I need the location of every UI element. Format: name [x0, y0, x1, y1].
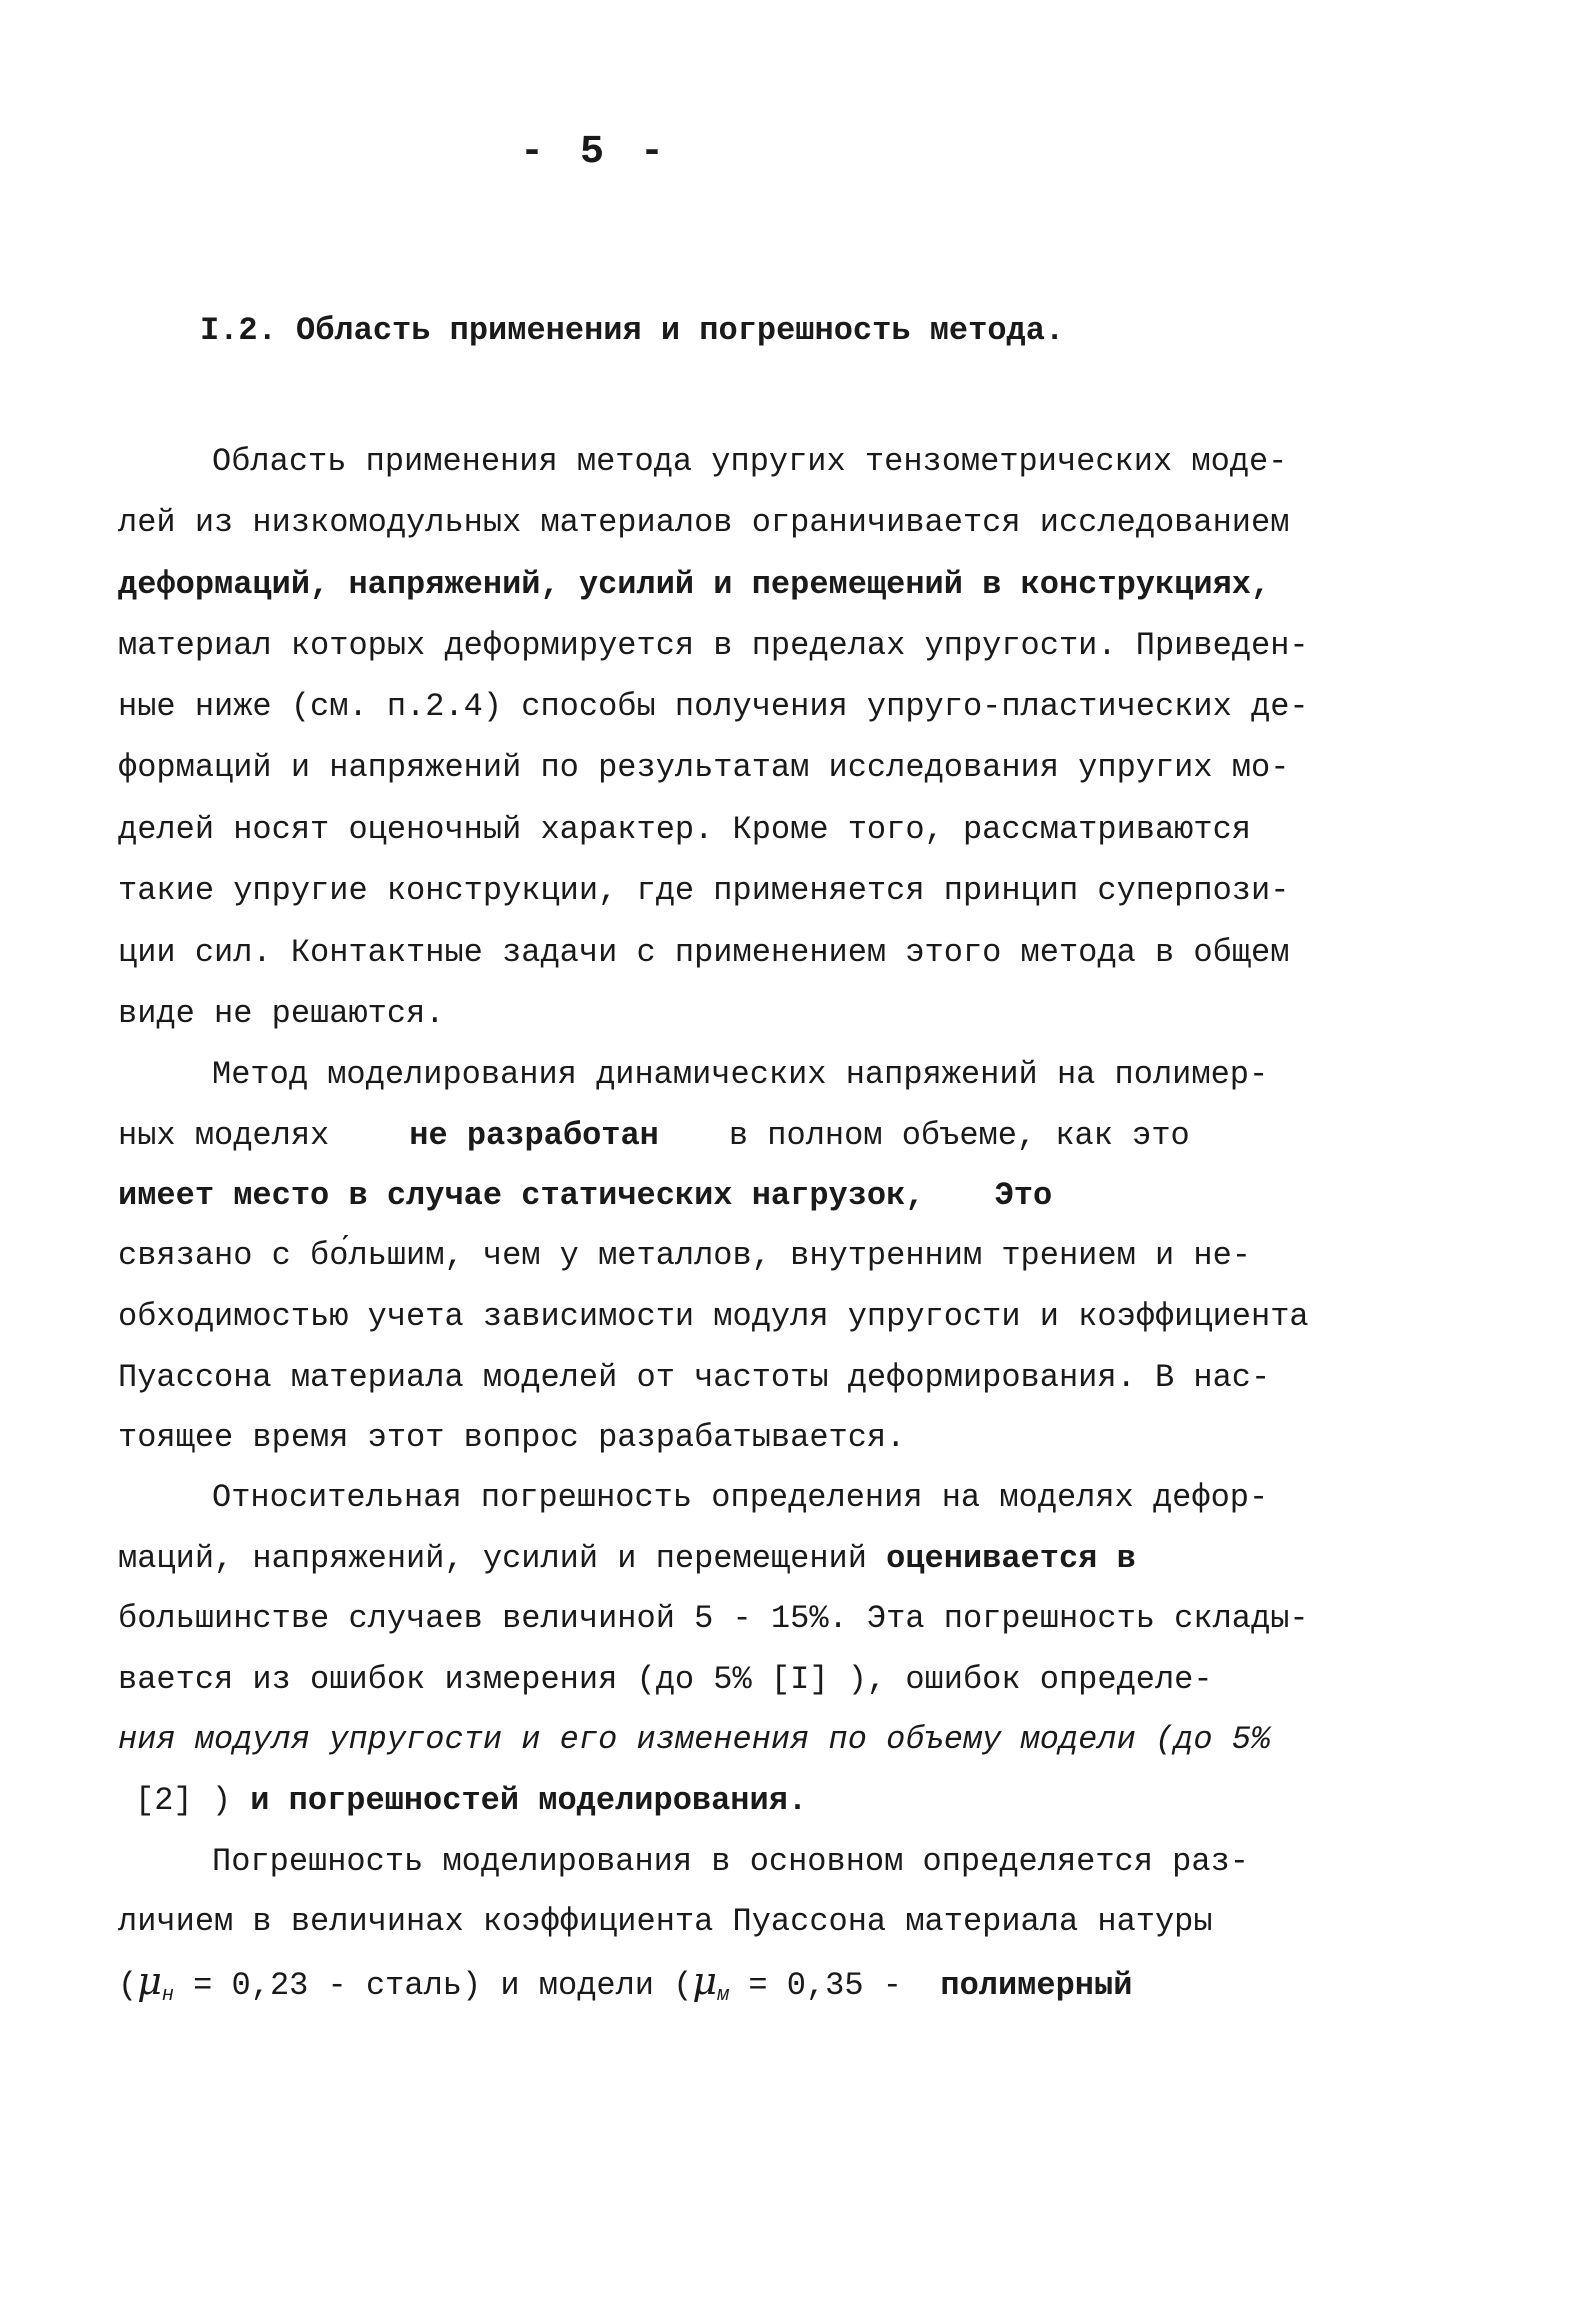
text-line: ные ниже (см. п.2.4) способы получения упруго-пластических де-	[118, 688, 1309, 725]
text-line: обходимостью учета зависимости модуля упругости и коэффициента	[118, 1298, 1309, 1335]
text-line	[135, 1782, 808, 1819]
text-line: ции сил. Контактные задачи с применением этого метода в общем	[118, 934, 1290, 971]
text-line: Метод моделирования динамических напряжений на полимер-	[212, 1056, 1269, 1093]
text-fragment: в полном объеме, как это	[728, 1117, 1190, 1154]
section-heading: I.2. Область применения и погрешность метода.	[200, 312, 1065, 349]
text-line: материал которых деформируется в пределах упругости. Приведен-	[118, 627, 1309, 664]
text-line: тоящее время этот вопрос разрабатывается.	[118, 1419, 906, 1456]
text-line: Погрешность моделирования в основном определяется раз-	[212, 1843, 1249, 1880]
text-line	[118, 1117, 1190, 1154]
text-fragment: = 0,23 - сталь) и модели (	[193, 1967, 693, 2004]
text-line: лей из низкомодульных материалов ограничивается исследованием	[118, 504, 1290, 541]
mu-symbol: μ	[137, 1959, 162, 2003]
text-line: большинстве случаев величиной 5 - 15%. Эта погрешность склады-	[118, 1600, 1309, 1637]
text-line: Относительная погрешность определения на моделях дефор-	[212, 1479, 1269, 1516]
text-line: делей носят оценочный характер. Кроме того, рассматриваются	[118, 811, 1251, 848]
text-fragment-bold: оценивается в	[886, 1540, 1136, 1577]
mu-symbol: μ	[692, 1959, 718, 2003]
text-fragment: Это	[994, 1177, 1053, 1214]
text-line: деформаций, напряжений, усилий и перемещений в конструкциях,	[118, 566, 1271, 603]
text-fragment-bold: полимерный	[940, 1967, 1133, 2004]
text-fragment: = 0,35 -	[748, 1967, 902, 2004]
text-fragment: маций, напряжений, усилий и перемещений	[118, 1540, 867, 1577]
subscript-n: н	[161, 1984, 174, 2007]
subscript-m: м	[717, 1984, 730, 2007]
reference-citation: [2] )	[135, 1782, 232, 1819]
text-line: формаций и напряжений по результатам исследования упругих мо-	[118, 749, 1290, 786]
text-line: личием в величинах коэффициента Пуассона материала натуры	[118, 1903, 1213, 1940]
page-number: - 5 -	[520, 130, 671, 175]
text-fragment: ных моделях	[118, 1117, 330, 1154]
text-line: вается из ошибок измерения (до 5% [I] ), ошибок определе-	[118, 1661, 1213, 1698]
formula-line	[118, 1959, 1133, 2007]
text-line: Пуассона материала моделей от частоты деформирования. В нас-	[118, 1359, 1271, 1396]
text-line: ния модуля упругости и его изменения по объему модели (до 5%	[118, 1721, 1271, 1758]
text-line: такие упругие конструкции, где применяется принцип суперпози-	[118, 872, 1290, 909]
text-fragment: имеет место в случае статических нагрузок,	[118, 1177, 925, 1214]
text-line: виде не решаются.	[118, 995, 445, 1032]
text-fragment-bold: не разработан	[409, 1117, 659, 1154]
paren: (	[118, 1967, 138, 2004]
text-fragment-bold: и погрешностей моделирования.	[250, 1782, 808, 1819]
text-line	[118, 1177, 1053, 1214]
text-line	[118, 1540, 1136, 1577]
text-line: связано с бо́льшим, чем у металлов, внутренним трением и не-	[118, 1237, 1251, 1274]
text-line: Область применения метода упругих тензометрических моде-	[212, 443, 1288, 480]
